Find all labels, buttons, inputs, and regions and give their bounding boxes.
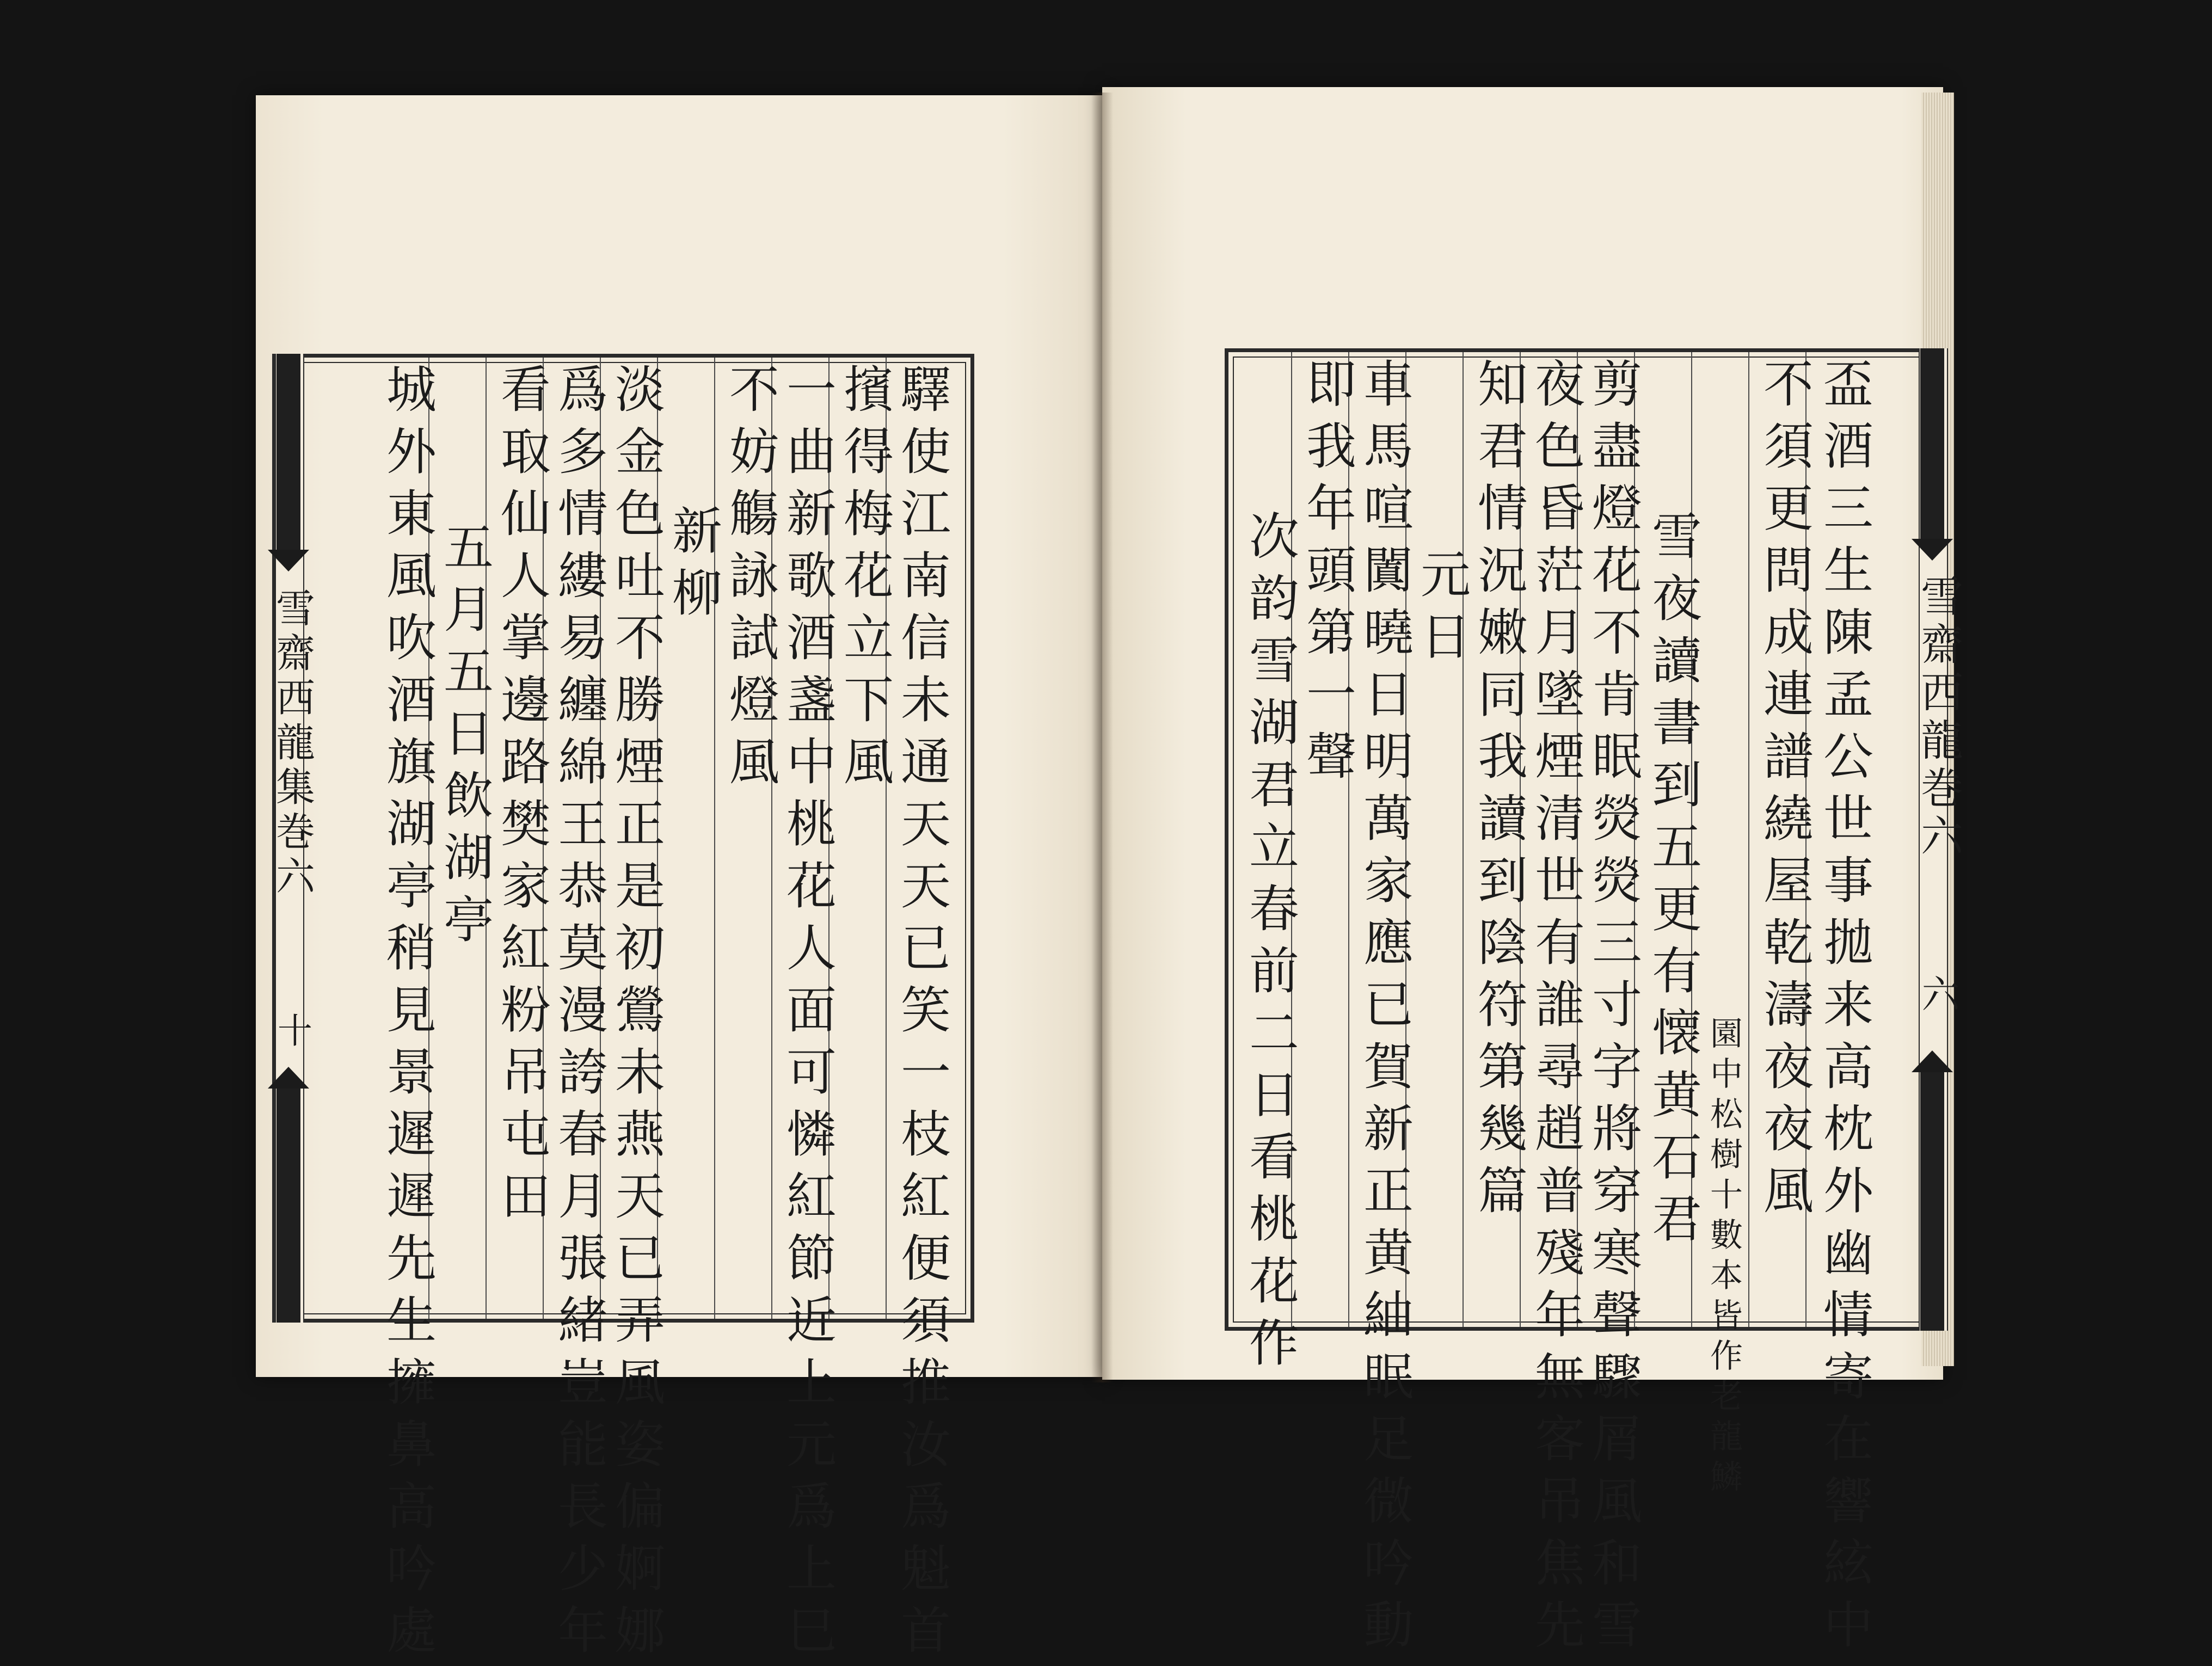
right-hanshin-bottom-fishtail [1912, 1050, 1953, 1072]
right-column-3-note: 園中松樹十數本皆作老龍鱗 [1705, 1016, 1743, 1499]
left-page-text-frame [272, 354, 974, 1666]
left-column-8: 看取仙人掌邊路樊家紅粉吊屯田 [493, 363, 551, 1232]
left-hanshin-page-number: 十 [272, 1012, 312, 1053]
right-hanshin-bottom-bar [1920, 1072, 1944, 1331]
left-hanshin-top-bar [276, 354, 300, 550]
right-column-4: 雪夜讀書到五更有懐黄石君 [1644, 510, 1702, 1255]
left-hanshin-title: 雪齋西龍集巻六 [269, 588, 315, 900]
right-column-11: 次韵雪湖君立春前二日看桃花作 [1241, 510, 1299, 1379]
right-column-9: 車馬喧闐曉日明萬家應已賀新正黄紬眠足微吟動 [1355, 358, 1414, 1661]
left-hanshin-bottom-fishtail [268, 1067, 309, 1089]
left-column-9: 五月五日飲湖亭 [435, 521, 494, 955]
right-column-6: 夜色昏茫月墜煙清世有誰尋趙普殘年無客吊焦先 [1527, 358, 1585, 1661]
left-column-6: 淡金色吐不勝煙正是初鶯未燕天已弄風姿偏婀娜 [607, 363, 665, 1666]
right-hanshin-title: 雪齋西龍巻六 [1914, 574, 1963, 862]
column-rule [714, 358, 715, 1319]
left-column-3: 一曲新歌酒盞中桃花人面可憐紅節近上元爲上巳 [778, 363, 837, 1666]
right-page-text-frame [1225, 348, 1932, 1661]
left-column-10: 城外東風吹酒旗湖亭稍見景遲遲先生擁鼻高吟處 [378, 363, 437, 1666]
column-rule [1748, 352, 1749, 1327]
right-hanshin-page-number: 六 [1915, 974, 1960, 1018]
right-column-8: 元日 [1412, 548, 1471, 672]
right-hanshin-top-fishtail [1912, 539, 1953, 561]
left-column-7: 爲多情縷易纏綿王恭莫漫誇春月張緒豈能長少年 [550, 363, 608, 1666]
left-hanshin-bottom-bar [276, 1089, 300, 1323]
right-hanshin-top-bar [1920, 348, 1944, 539]
left-hanshin-top-fishtail [268, 550, 309, 571]
right-column-7: 知君情況嫩同我讀到陰符第幾篇 [1470, 358, 1528, 1226]
column-rule [1463, 352, 1464, 1327]
book-gutter [1091, 93, 1113, 1382]
right-column-5: 剪盡燈花不肯眠熒熒三寸字將穿寒聲驟屑風和雪 [1584, 358, 1642, 1661]
right-column-2: 不須更問成連譜繞屋乾濤夜夜風 [1755, 358, 1814, 1226]
left-column-2: 擯得梅花立下風 [835, 363, 894, 797]
left-column-5: 新柳 [664, 505, 722, 629]
right-column-10: 即我年頭第一聲 [1298, 358, 1356, 792]
left-column-4: 不妨觴詠試燈風 [721, 363, 779, 797]
left-column-1: 驛使江南信未通天天已笑一枝紅便須推汝爲魁首 [893, 363, 951, 1666]
right-column-1: 盃酒三生陳孟公世事拋来高枕外幽情寄在響絃中 [1815, 358, 1873, 1661]
